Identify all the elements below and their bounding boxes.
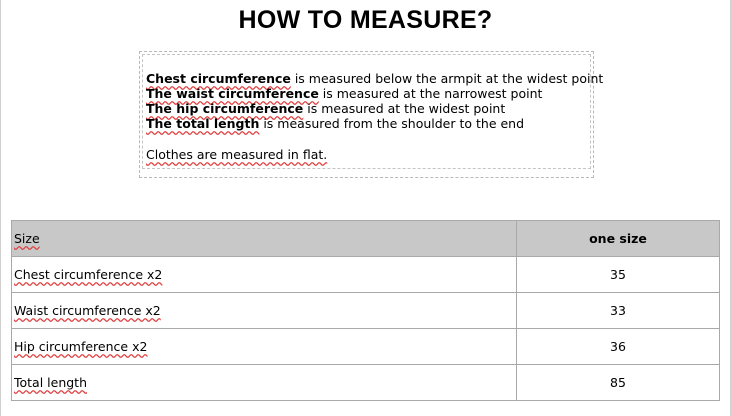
instruction-text: is measured at the narrowest point <box>318 86 543 101</box>
row-label-text: Chest circumference x2 <box>14 267 163 282</box>
measure-instructions-inner <box>142 54 604 169</box>
flat-measure-note: Clothes are measured in flat. <box>146 147 328 162</box>
instruction-line-chest <box>146 71 604 86</box>
row-label-hip <box>12 329 517 365</box>
measure-instructions <box>146 55 604 162</box>
page-title: HOW TO MEASURE? <box>238 6 493 34</box>
row-label-text: Waist circumference x2 <box>14 303 161 318</box>
table-header-row <box>12 221 720 257</box>
row-label-text: Total length <box>14 375 88 390</box>
instruction-term: The waist circumference <box>146 86 319 101</box>
measure-instructions-box <box>139 51 604 178</box>
instruction-text: is measured below the armpit at the widest point <box>290 71 604 86</box>
column-header-label: Size <box>14 231 40 246</box>
row-label-text: Hip circumference x2 <box>14 339 148 354</box>
row-value-waist: 33 <box>517 293 720 329</box>
instruction-text: is measured from the shoulder to the end <box>259 116 525 131</box>
row-value-length: 85 <box>517 365 720 401</box>
row-label-waist <box>12 293 517 329</box>
table-row <box>12 365 720 401</box>
table-row <box>12 257 720 293</box>
size-table <box>11 220 720 401</box>
instruction-text: is measured at the widest point <box>303 101 506 116</box>
row-value-hip: 36 <box>517 329 720 365</box>
instruction-term: Chest circumference <box>146 71 291 86</box>
row-label-length <box>12 365 517 401</box>
instruction-term: The total length <box>146 116 260 131</box>
table-row <box>12 293 720 329</box>
instruction-line-hip <box>146 101 590 116</box>
column-header-one-size <box>517 221 720 257</box>
column-header-label: one size <box>589 231 647 246</box>
instruction-line-waist <box>146 86 590 101</box>
row-label-chest <box>12 257 517 293</box>
column-header-size <box>12 221 517 257</box>
instruction-term: The hip circumference <box>146 101 304 116</box>
instruction-line-length <box>146 116 590 131</box>
table-row <box>12 329 720 365</box>
row-value-chest: 35 <box>517 257 720 293</box>
